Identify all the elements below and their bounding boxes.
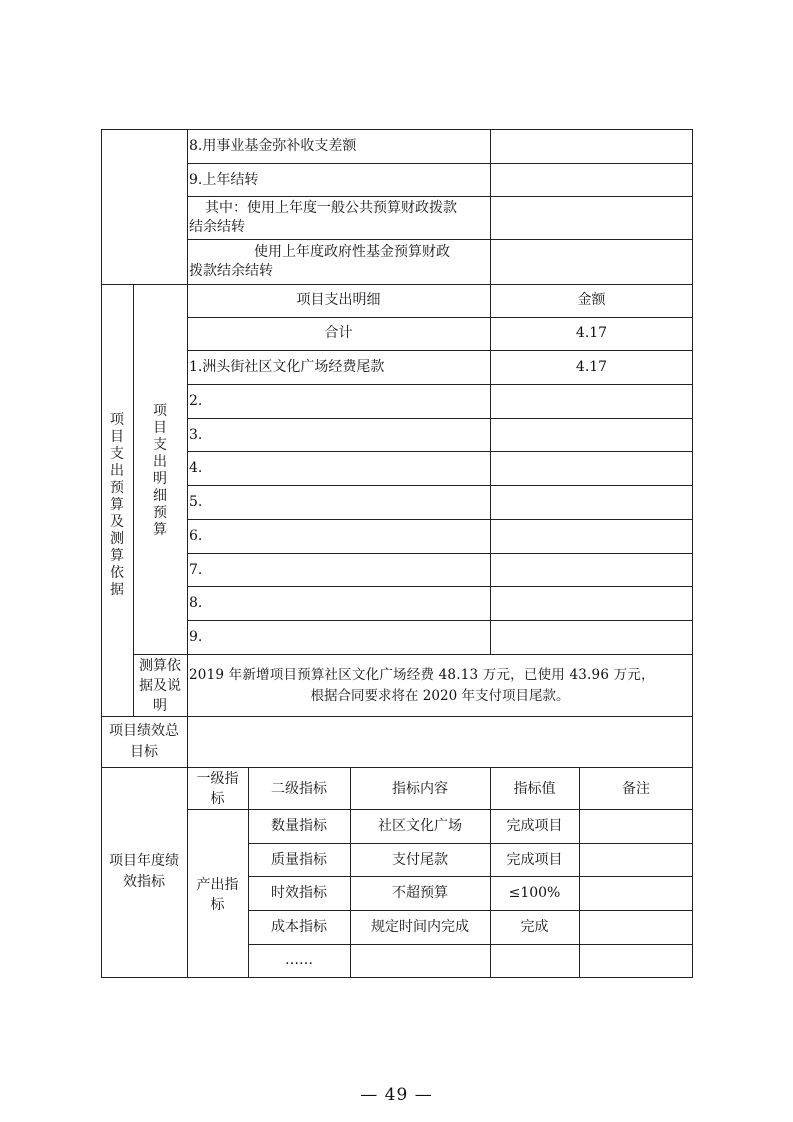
- total-label: 合计: [324, 325, 353, 341]
- header-content: 指标内容: [392, 781, 448, 797]
- indicator-content: 支付尾款: [392, 852, 448, 868]
- header-note: 备注: [622, 781, 650, 797]
- grid-line: [187, 620, 693, 621]
- header-level2: 二级指标: [271, 781, 327, 797]
- grid-line: [248, 876, 693, 877]
- carryover-general-line2: 结余结转: [189, 219, 245, 235]
- item-label: 8.: [189, 595, 203, 611]
- indicator-value: 完成项目: [506, 818, 563, 834]
- table-border-left: [101, 129, 102, 977]
- basis-text-line1: 2019 年新增项目预算社区文化广场经费 48.13 万元，已使用 43.96 万元，: [189, 667, 655, 683]
- annual-indicators-label-line2: 效指标: [123, 874, 165, 890]
- indicator-level2: 数量指标: [271, 818, 327, 834]
- item-label: 1.洲头街社区文化广场经费尾款: [189, 359, 385, 375]
- indicator-value: 完成: [520, 919, 549, 935]
- row-prior-carryover: 9.上年结转: [189, 172, 259, 188]
- indicator-value: 完成项目: [506, 852, 563, 868]
- grid-line: [133, 284, 134, 716]
- table-border-top: [101, 129, 693, 130]
- grid-line: [187, 163, 693, 164]
- grid-line: [187, 196, 693, 197]
- grid-line: [101, 716, 693, 717]
- item-label: 5.: [189, 494, 203, 510]
- overall-goal-label-line2: 目标: [130, 744, 158, 760]
- grid-line: [187, 451, 693, 452]
- header-level1-line1: 一级指: [196, 771, 239, 787]
- grid-line: [187, 519, 693, 520]
- grid-line: [187, 239, 693, 240]
- indicator-level2: 成本指标: [271, 919, 327, 935]
- annual-indicators-label-line1: 项目年度绩: [109, 853, 179, 869]
- grid-line: [133, 654, 693, 655]
- header-value: 指标值: [513, 781, 556, 797]
- grid-line: [101, 767, 693, 768]
- carryover-fund-line1: 使用上年度政府性基金预算财政: [254, 244, 450, 260]
- page-number: — 49 —: [360, 1085, 433, 1105]
- item-label: 6.: [189, 528, 203, 544]
- basis-text-line2: 根据合同要求将在 2020 年支付项目尾款。: [310, 688, 570, 704]
- grid-line: [187, 350, 693, 351]
- item-label: 4.: [189, 460, 203, 476]
- header-level1-line2: 标: [210, 791, 225, 807]
- budget-section-inner-label: 项目支出明细预算: [153, 403, 167, 538]
- item-label: 7.: [189, 562, 203, 578]
- grid-line: [248, 843, 693, 844]
- indicator-level2: ……: [285, 952, 313, 968]
- item-label: 2.: [189, 393, 203, 409]
- level1-label-line1: 产出指: [196, 877, 239, 893]
- total-amount: 4.17: [575, 325, 608, 341]
- row-fund-supplement: 8.用事业基金弥补收支差额: [189, 138, 357, 154]
- header-amount: 金额: [577, 292, 606, 308]
- grid-line: [187, 586, 693, 587]
- overall-goal-label-line1: 项目绩效总: [109, 723, 179, 739]
- grid-line: [187, 384, 693, 385]
- grid-line: [187, 317, 693, 318]
- grid-line: [101, 284, 693, 285]
- grid-line: [248, 910, 693, 911]
- basis-label-line1: 测算依: [139, 658, 181, 674]
- header-detail: 项目支出明细: [296, 292, 381, 308]
- basis-label-line3: 明: [153, 698, 167, 714]
- indicator-content: 不超预算: [392, 885, 448, 901]
- carryover-fund-line2: 拨款结余结转: [189, 263, 273, 279]
- indicator-content: 规定时间内完成: [371, 919, 469, 935]
- grid-line: [248, 944, 693, 945]
- budget-section-outer-label: 项目支出预算及测算依据: [110, 412, 124, 598]
- grid-line: [187, 485, 693, 486]
- grid-line: [187, 809, 693, 810]
- item-label: 3.: [189, 427, 203, 443]
- indicator-level2: 时效指标: [271, 885, 327, 901]
- indicator-content: 社区文化广场: [378, 818, 462, 834]
- basis-label-line2: 据及说: [139, 678, 181, 694]
- item-amount: 4.17: [575, 359, 608, 375]
- grid-line: [187, 553, 693, 554]
- level1-label-line2: 标: [210, 897, 225, 913]
- item-label: 9.: [189, 629, 203, 645]
- indicator-level2: 质量指标: [271, 852, 327, 868]
- table-border-bottom: [101, 977, 693, 978]
- grid-line: [490, 129, 491, 654]
- indicator-value: ≤100%: [508, 885, 561, 901]
- grid-line: [187, 418, 693, 419]
- carryover-general-line1: 其中：使用上年度一般公共预算财政拨款: [205, 200, 457, 216]
